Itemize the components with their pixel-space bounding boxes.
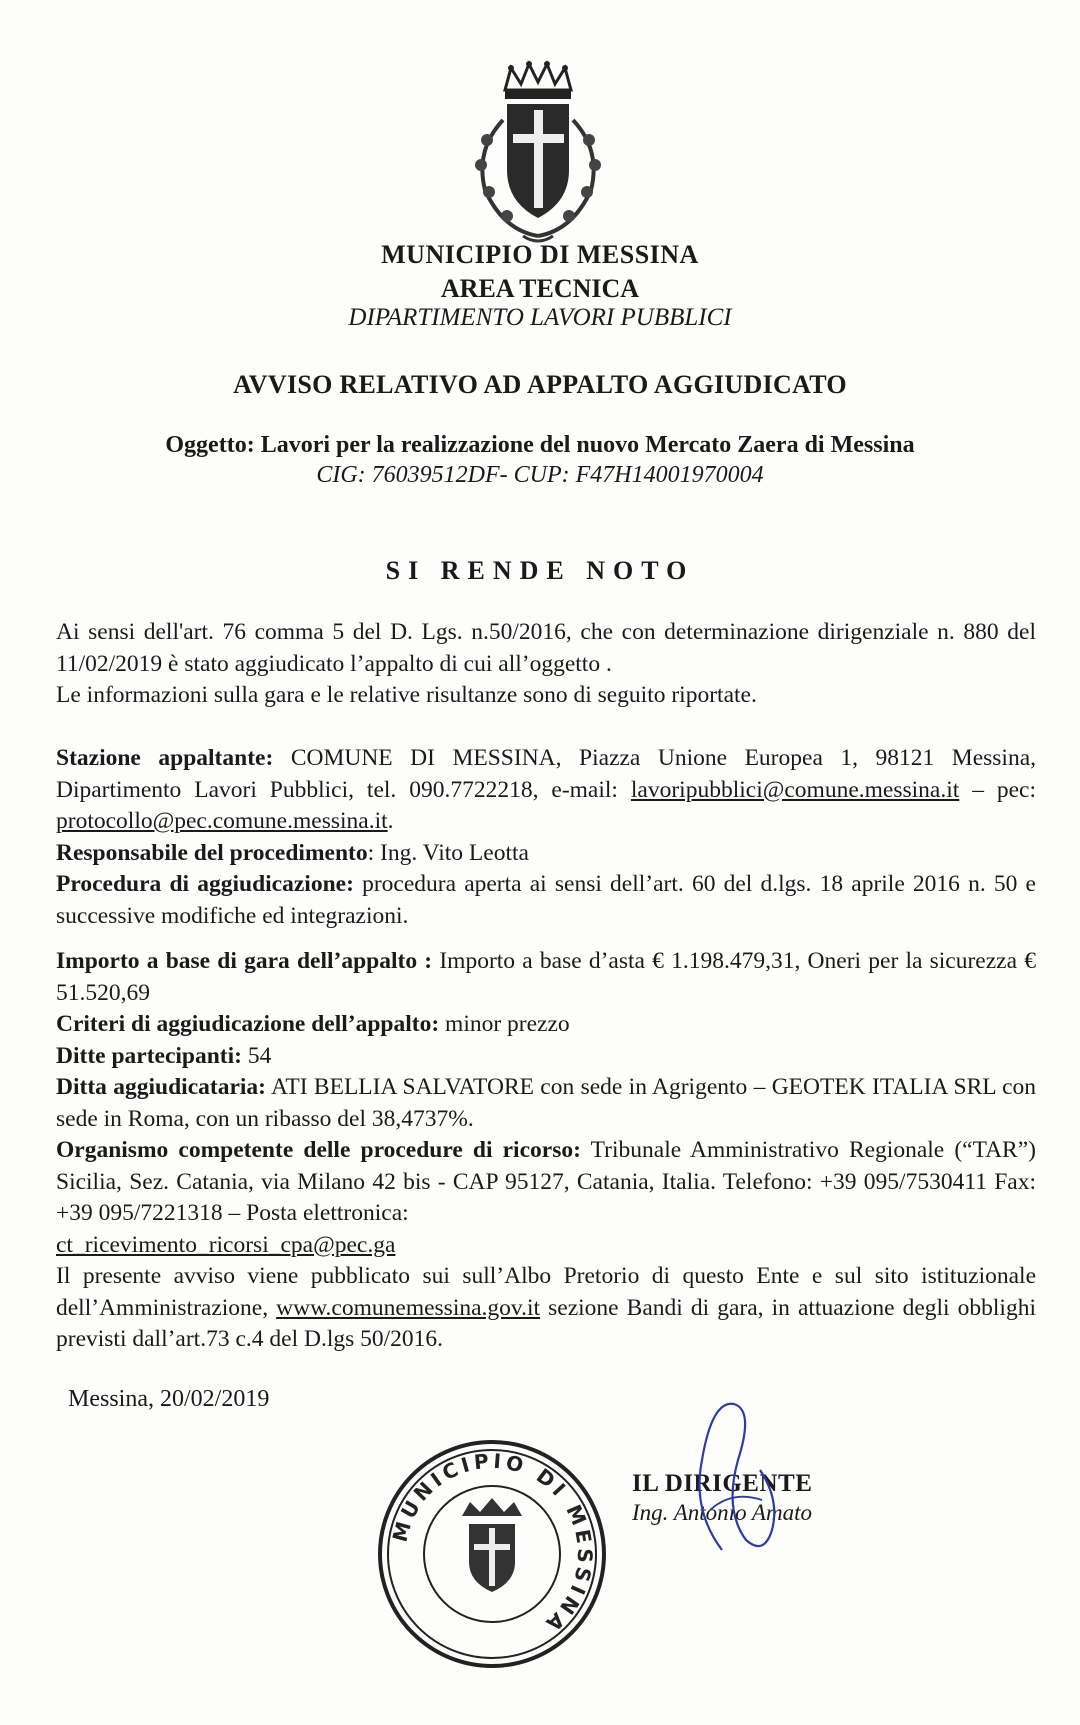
department-title: DIPARTIMENTO LAVORI PUBBLICI <box>348 304 732 331</box>
email-link[interactable]: lavoripubblici@comune.messina.it <box>630 776 960 803</box>
subject-label: Oggetto: <box>165 432 255 458</box>
contracting-authority-text: COMUNE DI MESSINA, Piazza Unione Europea 1, 98121 Messina, Dipartimento Lavori Pubblici, tel. 090.7722218, e-mail: <box>56 745 1037 803</box>
appeal-body-text: Tribunale Amministrativo Regionale (“TAR”) Sicilia, Sez. Catania, via Milano 42 bis - CAP 95127, Catania, Italia. Telefono: +39 095/7530411 Fax: +39 095/7221318 – Posta elettronica: <box>56 1137 1036 1226</box>
contracting-details <box>56 743 1036 932</box>
subject-text: Lavori per la realizzazione del nuovo Mercato Zaera di Messina <box>260 432 915 458</box>
award-criteria-label: Criteri di aggiudicazione dell’appalto: <box>56 1011 440 1037</box>
area-title: AREA TECNICA <box>440 274 640 303</box>
appeal-email-link[interactable]: ct_ricevimento_ricorsi_cpa@pec.ga <box>56 1231 396 1258</box>
intro-line-2: Le informazioni sulla gara e le relative risultanze sono di seguito riportate. <box>56 682 757 708</box>
pec-link[interactable]: protocollo@pec.comune.messina.it <box>56 808 388 834</box>
contracting-authority <box>56 743 1036 838</box>
procedure-manager <box>56 838 1036 870</box>
awardee <box>56 1072 1036 1135</box>
intro-line-1: Ai sensi dell'art. 76 comma 5 del D. Lgs. n.50/2016, che con determinazione dirigenziale n. 880 del 11/02/2019 è stato aggiudicato l’appalto di cui all’oggetto . <box>56 619 1036 677</box>
cig-cup-codes: CIG: 76039512DF- CUP: F47H14001970004 <box>316 462 764 488</box>
notice-title: AVVISO RELATIVO AD APPALTO AGGIUDICATO <box>233 370 847 399</box>
municipality-title: MUNICIPIO DI MESSINA <box>381 240 699 269</box>
coat-of-arms-icon <box>463 60 613 246</box>
seal-text: MUNICIPIO DI MESSINA <box>387 1448 598 1639</box>
base-amount-text: Importo a base d’asta € 1.198.479,31, Oneri per la sicurezza € 51.520,69 <box>56 948 1036 1006</box>
awardee-text: ATI BELLIA SALVATORE con sede in Agrigento – GEOTEK ITALIA SRL con sede in Roma, con un ribasso del 38,4737%. <box>56 1074 1036 1132</box>
website-link[interactable]: www.comunemessina.gov.it <box>276 1294 541 1321</box>
base-amount <box>56 946 1036 1009</box>
intro-paragraph <box>56 617 1036 712</box>
participants-label: Ditte partecipanti: <box>56 1042 242 1069</box>
signer-title: IL DIRIGENTE <box>632 1470 813 1497</box>
base-amount-label: Importo a base di gara dell’appalto : <box>56 948 433 974</box>
procedure-manager-text: : Ing. Vito Leotta <box>367 839 529 866</box>
pec-label: – pec: <box>959 776 1037 803</box>
award-details <box>56 946 1036 1356</box>
procedure-manager-label: Responsabile del procedimento <box>56 839 368 866</box>
contracting-authority-label: Stazione appaltante: <box>56 745 274 771</box>
participants-count: 54 <box>242 1042 272 1069</box>
signer-name: Ing. Antonio Amato <box>632 1500 812 1525</box>
awardee-label: Ditta aggiudicataria: <box>56 1074 266 1100</box>
publication-text-2: sezione Bandi di gara, in attuazione degli obblighi previsti dall’art.73 c.4 del D.lgs 50/2016. <box>56 1294 1036 1352</box>
publication-note <box>56 1261 1036 1356</box>
award-criteria <box>56 1009 1036 1041</box>
official-seal-icon <box>374 1436 610 1672</box>
appeal-body <box>56 1135 1036 1261</box>
subject-line <box>0 432 1080 459</box>
publication-text-1: Il presente avviso viene pubblicato sui sull’Albo Pretorio di questo Ente e sul sito istituzionale dell’Amministrazione, <box>56 1263 1036 1321</box>
announcement-heading: SI RENDE NOTO <box>385 556 695 585</box>
award-procedure-label: Procedura di aggiudicazione: <box>56 871 354 897</box>
handwritten-signature <box>672 1390 792 1560</box>
award-procedure <box>56 869 1036 932</box>
award-criteria-text: minor prezzo <box>439 1011 570 1037</box>
document-date: Messina, 20/02/2019 <box>68 1386 270 1412</box>
award-procedure-text: procedura aperta ai sensi dell’art. 60 del d.lgs. 18 aprile 2016 n. 50 e successive modifiche ed integrazioni. <box>56 871 1036 929</box>
participants <box>56 1041 1036 1073</box>
appeal-body-label: Organismo competente delle procedure di ricorso: <box>56 1137 581 1163</box>
sentence-end: . <box>387 808 394 834</box>
